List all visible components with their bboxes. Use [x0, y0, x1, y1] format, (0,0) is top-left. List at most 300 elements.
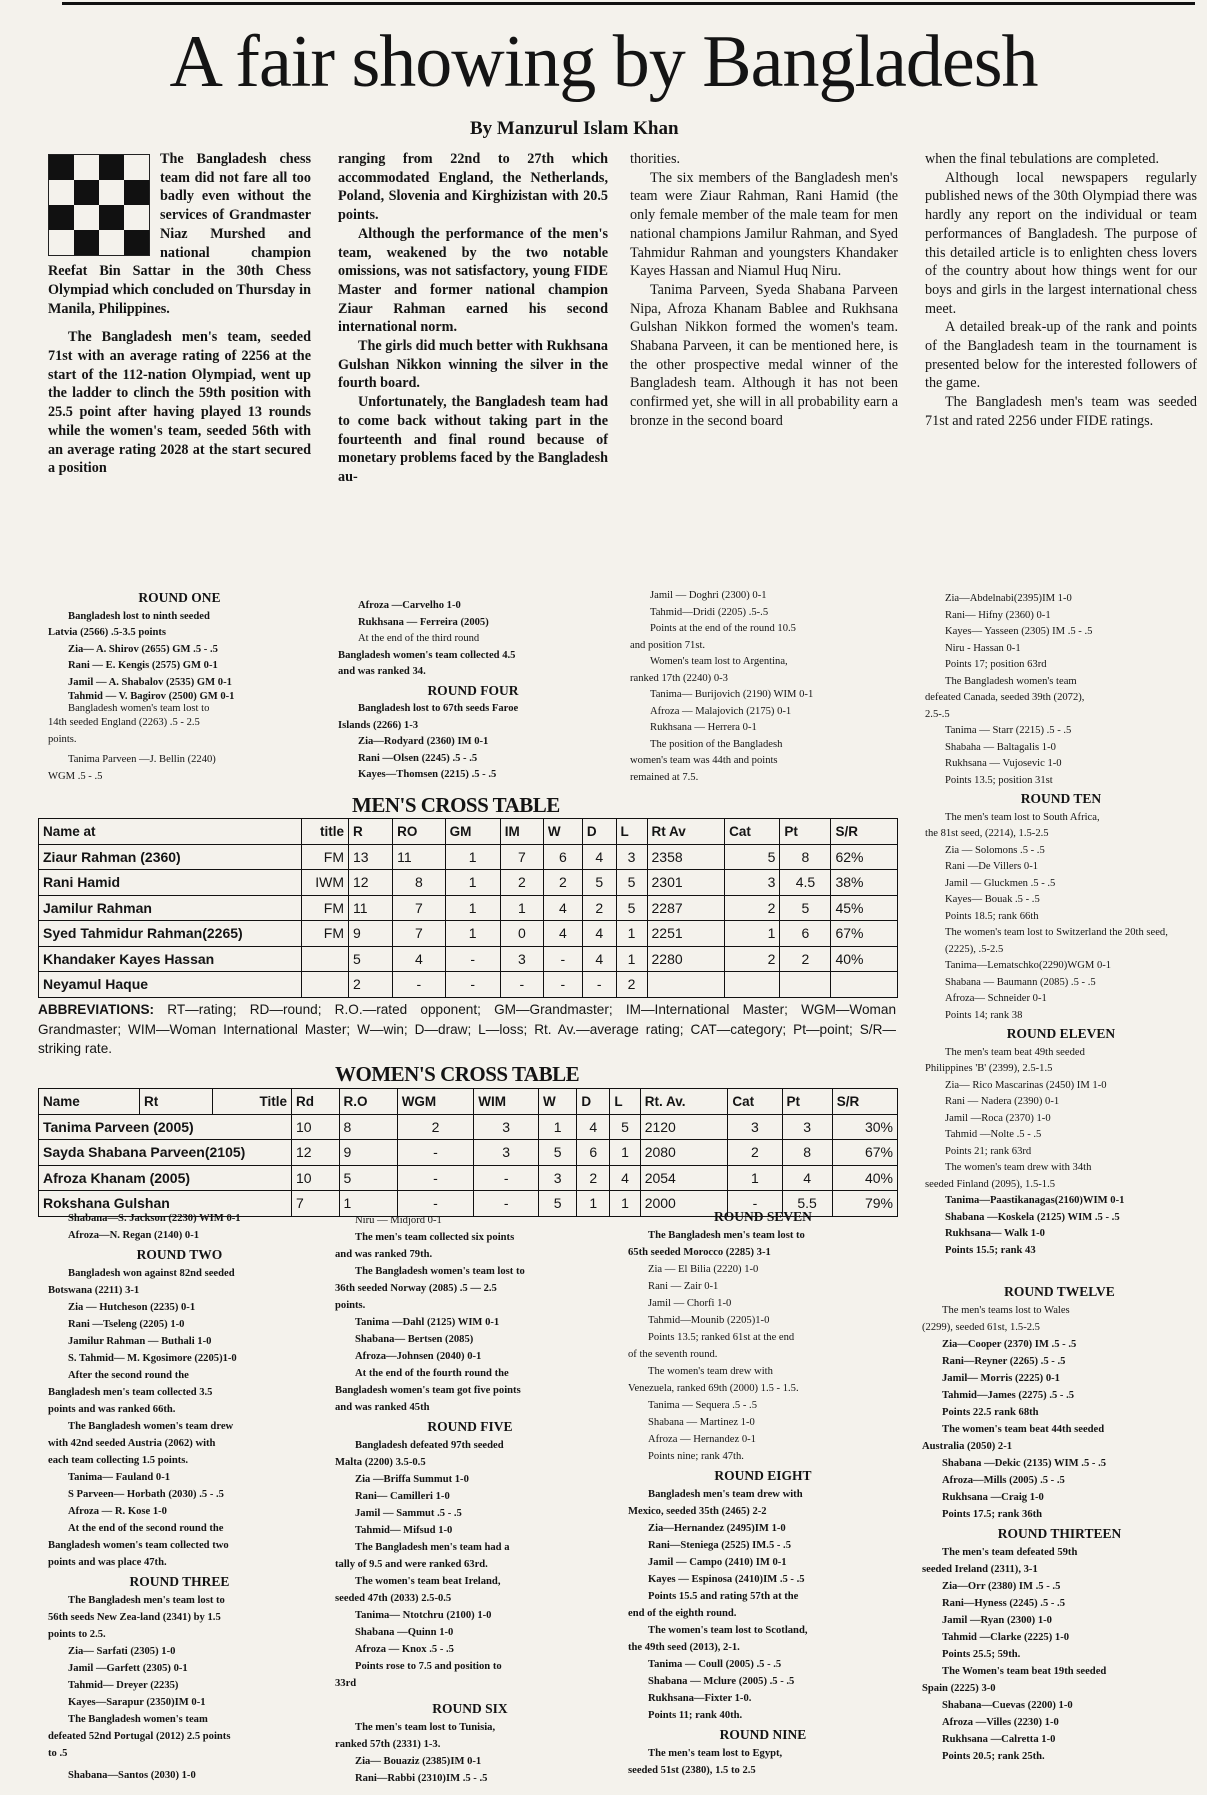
result-line: Bangladesh women's team got five points [335, 1385, 521, 1396]
result-line: Points 11; rank 40th. [648, 1710, 743, 1721]
table-cell: 4 [610, 1165, 640, 1191]
table-row [39, 1114, 898, 1140]
column-header: Pt [782, 1089, 832, 1115]
result-line: Afroza—N. Regan (2140) 0-1 [68, 1230, 200, 1241]
round-heading: ROUND SIX [432, 1701, 508, 1716]
result-line: Kayes—Sarapur (2350)IM 0-1 [68, 1697, 206, 1708]
result-line: The position of the Bangladesh [650, 738, 783, 750]
article-paragraph: when the final tebulations are completed. [925, 151, 1160, 167]
result-line: Rukhsana—Fixter 1-0. [648, 1693, 752, 1704]
table-cell: FM [302, 895, 349, 921]
column-header: W [543, 819, 582, 845]
table-cell: 11 [393, 844, 446, 870]
result-line: The women's team lost to Switzerland the 20th seed, (2225), .5-2.5 [945, 927, 1168, 955]
table-cell: 5 [339, 1165, 397, 1191]
table-cell: 9 [349, 921, 393, 947]
table-cell: 1 [725, 921, 780, 947]
result-line: Shabana —Dekic (2135) WIM .5 - .5 [942, 1458, 1107, 1469]
round-heading: ROUND EIGHT [714, 1468, 812, 1483]
result-line: 65th seeded Morocco (2285) 3-1 [628, 1247, 771, 1258]
round-heading: ROUND THREE [129, 1574, 230, 1589]
table-cell [831, 972, 898, 998]
result-line: Botswana (2211) 3-1 [48, 1285, 140, 1296]
table-cell: - [728, 1191, 782, 1217]
result-line: Shabana—Santos (2030) 1-0 [68, 1770, 196, 1781]
table-cell: 2 [728, 1140, 782, 1166]
result-line: Points 21; rank 63rd [945, 1145, 1032, 1157]
column-header: R.O [339, 1089, 397, 1115]
result-line: Points 18.5; rank 66th [945, 910, 1039, 922]
table-row [39, 870, 898, 896]
table-cell: 3 [782, 1114, 832, 1140]
column-header: Cat [728, 1089, 782, 1115]
table-cell: 4 [393, 946, 446, 972]
table-cell: 2 [500, 870, 543, 896]
table-cell: 5 [610, 1114, 640, 1140]
result-line: and was ranked 34. [338, 666, 426, 677]
result-line: Points 22.5 rank 68th [942, 1407, 1039, 1418]
table-cell: 5 [616, 870, 647, 896]
result-line: Points 25.5; 59th. [942, 1649, 1021, 1660]
result-line: The men's team lost to South Africa, [945, 811, 1100, 823]
womens-table-title: WOMEN'S CROSS TABLE [335, 1062, 580, 1086]
table-cell: - [393, 972, 446, 998]
table-cell: 1 [445, 895, 500, 921]
result-line: points. [48, 733, 77, 745]
result-line: S. Tahmid— M. Kgosimore (2205)1-0 [68, 1353, 237, 1364]
article-paragraph: Although the performance of the men's team, weakened by the two notable omissions, was not satisfactory, young FIDE Master and former national champion Ziaur Rahman earned his second international norm. [338, 225, 608, 336]
table-cell: 30% [832, 1114, 897, 1140]
table-cell: 2358 [647, 844, 725, 870]
table-cell: 10 [292, 1114, 340, 1140]
result-line: Jamil — Gluckmen .5 - .5 [945, 877, 1056, 889]
article-paragraph: Tanima Parveen, Syeda Shabana Parveen Nipa, Afroza Khanam Bablee and Rukhsana Gulshan Nikkon formed the women's team. Shabana Parveen, it can be mentioned here, is the other prospective medal winner of the Bangladesh team. Although it has not been confirmed yet, she will in all probability earn a bronze in the second board [630, 281, 898, 429]
result-line: Tanima—Lematschko(2290)WGM 0-1 [945, 960, 1112, 971]
result-line: Jamil — Chorfi 1-0 [648, 1298, 732, 1309]
result-line: Afroza— Schneider 0-1 [945, 993, 1047, 1004]
player-name: Afroza Khanam (2005) [39, 1165, 292, 1191]
table-cell: 8 [780, 844, 831, 870]
table-cell: 5 [582, 870, 616, 896]
result-line: Venezuela, ranked 69th (2000) 1.5 - 1.5. [628, 1383, 799, 1394]
table-cell: 5 [725, 844, 780, 870]
result-line: the 81st seed, (2214), 1.5-2.5 [925, 828, 1049, 839]
result-line: The Bangladesh men's team lost to [68, 1595, 225, 1606]
result-line: Niru — Midjord 0-1 [355, 1215, 442, 1226]
result-line: Points 13.5; position 31st [945, 774, 1053, 786]
result-line: The Bangladesh men's team lost to [648, 1230, 805, 1241]
result-line: At the end of the second round the [68, 1523, 224, 1534]
column-header: L [610, 1089, 640, 1115]
result-line: Kayes— Bouak .5 - .5 [945, 894, 1040, 905]
result-line: Jamil — Sammut .5 - .5 [355, 1508, 462, 1519]
result-line: Points 15.5 and rating 57th at the [648, 1591, 799, 1602]
result-line: Rani —Olsen (2245) .5 - .5 [358, 752, 478, 764]
column-header: Pt [780, 819, 831, 845]
table-cell: 2301 [647, 870, 725, 896]
table-cell: 2 [616, 972, 647, 998]
result-line: Rukhsana— Walk 1-0 [945, 1228, 1045, 1239]
result-line: Zia — El Bilia (2220) 1-0 [648, 1264, 759, 1275]
table-cell: 9 [339, 1140, 397, 1166]
table-cell: 5 [780, 895, 831, 921]
table-cell: IWM [302, 870, 349, 896]
table-cell: 4 [577, 1114, 610, 1140]
result-line: Shabana—Cuevas (2200) 1-0 [942, 1700, 1073, 1711]
table-row [39, 1140, 898, 1166]
table-cell: 3 [725, 870, 780, 896]
result-line: Afroza —Villes (2230) 1-0 [942, 1717, 1059, 1728]
chessboard-icon [48, 154, 150, 256]
result-line: Jamilur Rahman — Buthali 1-0 [68, 1336, 212, 1347]
result-line: Rukhsana —Calretta 1-0 [942, 1734, 1056, 1745]
column-header: WIM [474, 1089, 539, 1115]
column-header: Title [213, 1089, 292, 1115]
table-cell: 7 [292, 1191, 340, 1217]
table-cell: 38% [831, 870, 898, 896]
table-cell: 1 [728, 1165, 782, 1191]
result-line: to .5 [48, 1748, 68, 1759]
result-line: Shabana—S. Jackson (2230) WIM 0-1 [68, 1213, 241, 1224]
result-line: Shabana —Koskela (2125) WIM .5 - .5 [945, 1211, 1120, 1223]
result-line: The women's team drew with [648, 1366, 773, 1377]
result-line: Tahmid —Nolte .5 - .5 [945, 1129, 1042, 1140]
result-line: S Parveen— Horbath (2030) .5 - .5 [68, 1489, 224, 1500]
result-line: Points 17; position 63rd [945, 659, 1047, 670]
result-line: The women's team beat 44th seeded [942, 1424, 1105, 1435]
table-cell: 40% [831, 946, 898, 972]
result-line: points. [335, 1300, 366, 1311]
bottom-column-1 [48, 1210, 311, 1784]
result-line: Jamil —Roca (2370) 1-0 [945, 1112, 1051, 1124]
table-cell: 12 [349, 870, 393, 896]
table-cell: 2120 [640, 1114, 728, 1140]
column-header: Rt Av [647, 819, 725, 845]
result-line: Tanima— Ntotchru (2100) 1-0 [355, 1610, 492, 1621]
result-line: Points 14; rank 38 [945, 1009, 1023, 1021]
result-line: Jamil —Ryan (2300) 1-0 [942, 1615, 1052, 1626]
column-header: W [539, 1089, 577, 1115]
result-line: Afroza — R. Kose 1-0 [68, 1506, 167, 1517]
result-line: and was ranked 79th. [335, 1249, 433, 1260]
top-rule [62, 2, 1195, 5]
player-name: Khandaker Kayes Hassan [39, 946, 302, 972]
result-line: Jamil —Garfett (2305) 0-1 [68, 1663, 188, 1674]
column-header: Rt. Av. [640, 1089, 728, 1115]
result-line: Points at the end of the round 10.5 [650, 623, 796, 634]
result-line: Shabaha — Baltagalis 1-0 [945, 741, 1056, 753]
table-cell: 2251 [647, 921, 725, 947]
table-cell: - [500, 972, 543, 998]
column-header: WGM [397, 1089, 474, 1115]
table-row [39, 946, 898, 972]
result-line: The men's team defeated 59th [942, 1547, 1078, 1558]
table-cell: 1 [610, 1191, 640, 1217]
player-name: Syed Tahmidur Rahman(2265) [39, 921, 302, 947]
table-cell: 2280 [647, 946, 725, 972]
result-line: points to 2.5. [48, 1629, 106, 1640]
table-cell: 5 [349, 946, 393, 972]
result-line: Tanima — Coull (2005) .5 - .5 [648, 1659, 782, 1670]
round-heading: ROUND TWELVE [1004, 1284, 1115, 1299]
result-line: Spain (2225) 3-0 [922, 1683, 996, 1694]
column-header: S/R [832, 1089, 897, 1115]
table-cell: 2 [543, 870, 582, 896]
result-line: The Bangladesh men's team had a [355, 1542, 510, 1553]
result-line: ranked 57th (2331) 1-3. [335, 1739, 441, 1750]
table-cell: 3 [474, 1114, 539, 1140]
table-cell: 3 [474, 1140, 539, 1166]
table-cell: 5 [616, 895, 647, 921]
table-cell: 10 [292, 1165, 340, 1191]
table-cell: 5 [539, 1140, 577, 1166]
result-line: 14th seeded England (2263) .5 - 2.5 [48, 717, 200, 728]
result-line: Afroza—Mills (2005) .5 - .5 [942, 1475, 1065, 1486]
result-line: points and was ranked 66th. [48, 1404, 176, 1415]
column-header: R [349, 819, 393, 845]
result-line: Shabana — Baumann (2085) .5 - .5 [945, 976, 1096, 988]
player-name: Ziaur Rahman (2360) [39, 844, 302, 870]
article-paragraph: A detailed break-up of the rank and points of the Bangladesh team in the tournament is presented below for the interested followers of the game. [925, 319, 1197, 392]
table-cell: FM [302, 921, 349, 947]
table-cell: 5 [539, 1191, 577, 1217]
result-line: The men's team lost to Tunisia, [355, 1722, 496, 1733]
result-line: The Bangladesh women's team lost to [355, 1266, 525, 1277]
player-name: Rokshana Gulshan [39, 1191, 292, 1217]
result-line: Women's team lost to Argentina, [650, 656, 788, 667]
result-line: Zia—Orr (2380) IM .5 - .5 [942, 1581, 1061, 1592]
article-paragraph: ranging from 22nd to 27th which accommodated England, the Netherlands, Poland, Slovenia and Kirghizistan with 20.5 points. [338, 151, 608, 224]
table-cell: 1 [445, 921, 500, 947]
result-line: Malta (2200) 3.5-0.5 [335, 1457, 426, 1468]
table-cell [780, 972, 831, 998]
result-line: The women's team lost to Scotland, [648, 1625, 808, 1636]
column-header: Name at [39, 819, 302, 845]
table-cell: 3 [500, 946, 543, 972]
table-cell: 67% [831, 921, 898, 947]
table-cell: - [543, 972, 582, 998]
table-cell: - [445, 972, 500, 998]
column-4 [925, 150, 1197, 431]
table-cell: 13 [349, 844, 393, 870]
result-line: Tanima— Fauland 0-1 [68, 1472, 171, 1483]
result-line: Tahmid— Dreyer (2235) [68, 1680, 179, 1691]
table-cell: 2 [397, 1114, 474, 1140]
table-cell: 11 [349, 895, 393, 921]
table-cell: 79% [832, 1191, 897, 1217]
result-line: Tahmid— Mifsud 1-0 [355, 1525, 453, 1536]
result-line: Tanima—Paastikanagas(2160)WIM 0-1 [945, 1195, 1125, 1206]
column-header: IM [500, 819, 543, 845]
result-line: Afroza — Knox .5 - .5 [355, 1644, 454, 1655]
round-heading: ROUND FIVE [427, 1419, 513, 1434]
column-4-results [925, 591, 1197, 1259]
result-line: Bangladesh defeated 97th seeded [355, 1440, 504, 1451]
article-paragraph: thorities. [630, 151, 681, 167]
result-line: Jamil — Doghri (2300) 0-1 [650, 590, 767, 601]
result-line: Rani—Rabbi (2310)IM .5 - .5 [355, 1773, 488, 1784]
result-line: Tahmid—Dridi (2205) .5-.5 [650, 606, 769, 618]
table-cell: 2080 [640, 1140, 728, 1166]
table-cell: - [474, 1165, 539, 1191]
result-line: Points 20.5; rank 25th. [942, 1751, 1045, 1762]
result-line: Bangladesh women's team collected 4.5 [338, 649, 516, 661]
result-line: Points 15.5; rank 43 [945, 1244, 1036, 1256]
result-line: Afroza — Hernandez 0-1 [648, 1434, 756, 1445]
table-cell: 2 [349, 972, 393, 998]
result-line: Islands (2266) 1-3 [338, 719, 419, 731]
round-heading: ROUND FOUR [427, 682, 519, 698]
table-cell: - [397, 1140, 474, 1166]
article-paragraph: The Bangladesh men's team, seeded 71st with an average rating of 2256 at the start of the 112-nation Olympiad, went up the ladder to clinch the 59th position with 25.5 point after having played 13 rounds while the women's team, seeded 56th with an average rating 2028 at the start secured a position [48, 329, 311, 477]
result-line: and position 71st. [630, 639, 706, 651]
column-header: S/R [831, 819, 898, 845]
column-header: RO [393, 819, 446, 845]
result-line: Tahmid — V. Bagirov (2500) GM 0-1 [68, 691, 235, 702]
article-paragraph: Unfortunately, the Bangladesh team had to come back without taking part in the fourteenth and final round because of monetary problems faced by the Bangladesh au- [338, 394, 608, 485]
table-row [39, 921, 898, 947]
result-line: Zia— Bouaziz (2385)IM 0-1 [355, 1756, 482, 1767]
result-line: Rani—Steniega (2525) IM.5 - .5 [648, 1540, 792, 1551]
result-line: Bangladesh women's team lost to [68, 703, 210, 714]
abbreviations-legend [38, 1000, 896, 1059]
result-line: Points 17.5; rank 36th [942, 1509, 1043, 1520]
table-cell: 1 [577, 1191, 610, 1217]
bottom-column-3 [628, 1206, 898, 1779]
table-row [39, 1165, 898, 1191]
result-line: Tanima — Sequera .5 - .5 [648, 1400, 757, 1411]
table-cell: 4 [543, 895, 582, 921]
round-heading: ROUND THIRTEEN [997, 1526, 1122, 1541]
lead-paragraph: The Bangladesh chess team did not fare all too badly even without the services of Grandmaster Niaz Murshed and national champion Reefat Bin Sattar in the 30th Chess Olympiad which concluded on Thursday in Manila, Philippines. [48, 151, 311, 317]
table-cell: - [543, 946, 582, 972]
table-cell: 2 [780, 946, 831, 972]
result-line: Points 13.5; ranked 61st at the end [648, 1332, 795, 1343]
result-line: The men's teams lost to Wales [942, 1305, 1070, 1316]
result-line: 2.5-.5 [925, 708, 950, 720]
result-line: Rani— Hifny (2360) 0-1 [945, 609, 1051, 621]
table-cell [302, 972, 349, 998]
bottom-column-4 [922, 1281, 1197, 1765]
article-paragraph: The Bangladesh men's team was seeded 71st and rated 2256 under FIDE ratings. [925, 394, 1197, 429]
result-line: the 49th seed (2013), 2-1. [628, 1642, 740, 1653]
round-heading: ROUND ELEVEN [1006, 1026, 1116, 1041]
result-line: Zia—Rodyard (2360) IM 0-1 [358, 736, 489, 747]
table-cell: 7 [393, 895, 446, 921]
abbreviations-text: RT—rating; RD—round; R.O.—rated opponent; GM—Grandmaster; IM—International Master; WGM—Woman Grandmaster; WIM—Woman International Master; W—win; D—draw; L—loss; Rt. Av.—average rating; CAT—category; Pt—point; S/R—striking rate. [38, 1002, 896, 1056]
result-line: tally of 9.5 and were ranked 63rd. [335, 1559, 488, 1570]
table-cell: 2054 [640, 1165, 728, 1191]
result-line: Zia—Abdelnabi(2395)IM 1-0 [945, 593, 1072, 604]
table-cell [725, 972, 780, 998]
result-line: seeded Ireland (2311), 3-1 [922, 1564, 1038, 1575]
table-cell: 6 [577, 1140, 610, 1166]
result-line: Bangladesh won against 82nd seeded [68, 1268, 235, 1279]
table-header-row [39, 1089, 898, 1115]
result-line: each team collecting 1.5 points. [48, 1455, 189, 1466]
result-line: seeded 47th (2033) 2.5-0.5 [335, 1593, 452, 1604]
article-paragraph: The girls did much better with Rukhsana Gulshan Nikkon winning the silver in the fourth board. [338, 338, 608, 392]
result-line: Kayes—Thomsen (2215) .5 - .5 [358, 769, 497, 780]
table-cell: 3 [728, 1114, 782, 1140]
result-line: 36th seeded Norway (2085) .5 — 2.5 [335, 1283, 497, 1294]
table-row [39, 844, 898, 870]
result-line: Rani— Camilleri 1-0 [355, 1491, 450, 1502]
result-line: Bangladesh men's team drew with [648, 1489, 803, 1500]
result-line: Zia— Sarfati (2305) 1-0 [68, 1646, 176, 1657]
result-line: Rani —De Villers 0-1 [945, 861, 1039, 872]
table-cell: 3 [616, 844, 647, 870]
player-name: Jamilur Rahman [39, 895, 302, 921]
table-cell: 4.5 [780, 870, 831, 896]
table-cell: 1 [445, 870, 500, 896]
player-name: Sayda Shabana Parveen(2105) [39, 1140, 292, 1166]
result-line: Shabana —Quinn 1-0 [355, 1627, 454, 1638]
result-line: Tanima —Dahl (2125) WIM 0-1 [355, 1317, 500, 1328]
mens-table-title: MEN'S CROSS TABLE [352, 793, 560, 817]
column-header: L [616, 819, 647, 845]
result-line: (2299), seeded 61st, 1.5-2.5 [922, 1322, 1040, 1333]
column-header: title [302, 819, 349, 845]
result-line: Bangladesh lost to 67th seeds Faroe [358, 703, 519, 714]
result-line: At the end of the fourth round the [355, 1368, 509, 1379]
result-line: defeated 52nd Portugal (2012) 2.5 points [48, 1731, 231, 1742]
result-line: remained at 7.5. [630, 771, 699, 783]
result-line: The men's team collected six points [355, 1232, 515, 1243]
player-name: Neyamul Haque [39, 972, 302, 998]
result-line: Zia— A. Shirov (2655) GM .5 - .5 [68, 643, 218, 655]
result-line: Niru - Hassan 0-1 [945, 642, 1021, 654]
result-line: The Bangladesh women's team drew [68, 1421, 234, 1432]
column-3 [630, 150, 898, 431]
abbreviations-label: ABBREVIATIONS: [38, 1002, 155, 1017]
result-line: Points rose to 7.5 and position to [355, 1661, 502, 1672]
result-line: After the second round the [68, 1370, 189, 1381]
table-cell: 2 [582, 895, 616, 921]
result-line: ranked 17th (2240) 0-3 [630, 672, 728, 684]
result-line: Rukhsana — Vujosevic 1-0 [945, 758, 1062, 769]
table-cell: 4 [543, 921, 582, 947]
result-line: The Bangladesh women's team [945, 675, 1077, 687]
result-line: end of the eighth round. [628, 1608, 737, 1619]
result-line: Jamil— Morris (2225) 0-1 [942, 1373, 1060, 1384]
table-cell: 4 [782, 1165, 832, 1191]
table-cell: 3 [539, 1165, 577, 1191]
result-line: Kayes— Yasseen (2305) IM .5 - .5 [945, 626, 1093, 637]
result-line: Zia—Cooper (2370) IM .5 - .5 [942, 1339, 1077, 1350]
result-line: Rani — E. Kengis (2575) GM 0-1 [68, 660, 218, 671]
round-one-section [48, 588, 311, 785]
column-header: Rt [140, 1089, 213, 1115]
result-line: Bangladesh men's team collected 3.5 [48, 1387, 213, 1398]
article-paragraph: The six members of the Bangladesh men's team were Ziaur Rahman, Rani Hamid (the only female member of the male team for men national champions Jamilur Rahman, and Syed Tahmidur Rahman and youngsters Khandaker Kayes Hassan and Niamul Huq Niru. [630, 169, 898, 280]
round-heading: ROUND NINE [719, 1727, 807, 1742]
result-line: Rukhsana —Craig 1-0 [942, 1492, 1044, 1503]
table-cell: 67% [832, 1140, 897, 1166]
table-cell: 40% [832, 1165, 897, 1191]
result-line: Mexico, seeded 35th (2465) 2-2 [628, 1506, 767, 1517]
table-cell: 1 [616, 921, 647, 947]
result-line: Tahmid—Mounib (2205)1-0 [648, 1315, 770, 1326]
table-cell: 1 [610, 1140, 640, 1166]
table-cell: 7 [393, 921, 446, 947]
table-cell: - [474, 1191, 539, 1217]
table-cell [647, 972, 725, 998]
result-line: Latvia (2566) .5-3.5 points [48, 627, 167, 638]
table-cell: 4 [582, 921, 616, 947]
table-cell: 2 [577, 1165, 610, 1191]
round-heading: ROUND TWO [136, 1247, 223, 1262]
